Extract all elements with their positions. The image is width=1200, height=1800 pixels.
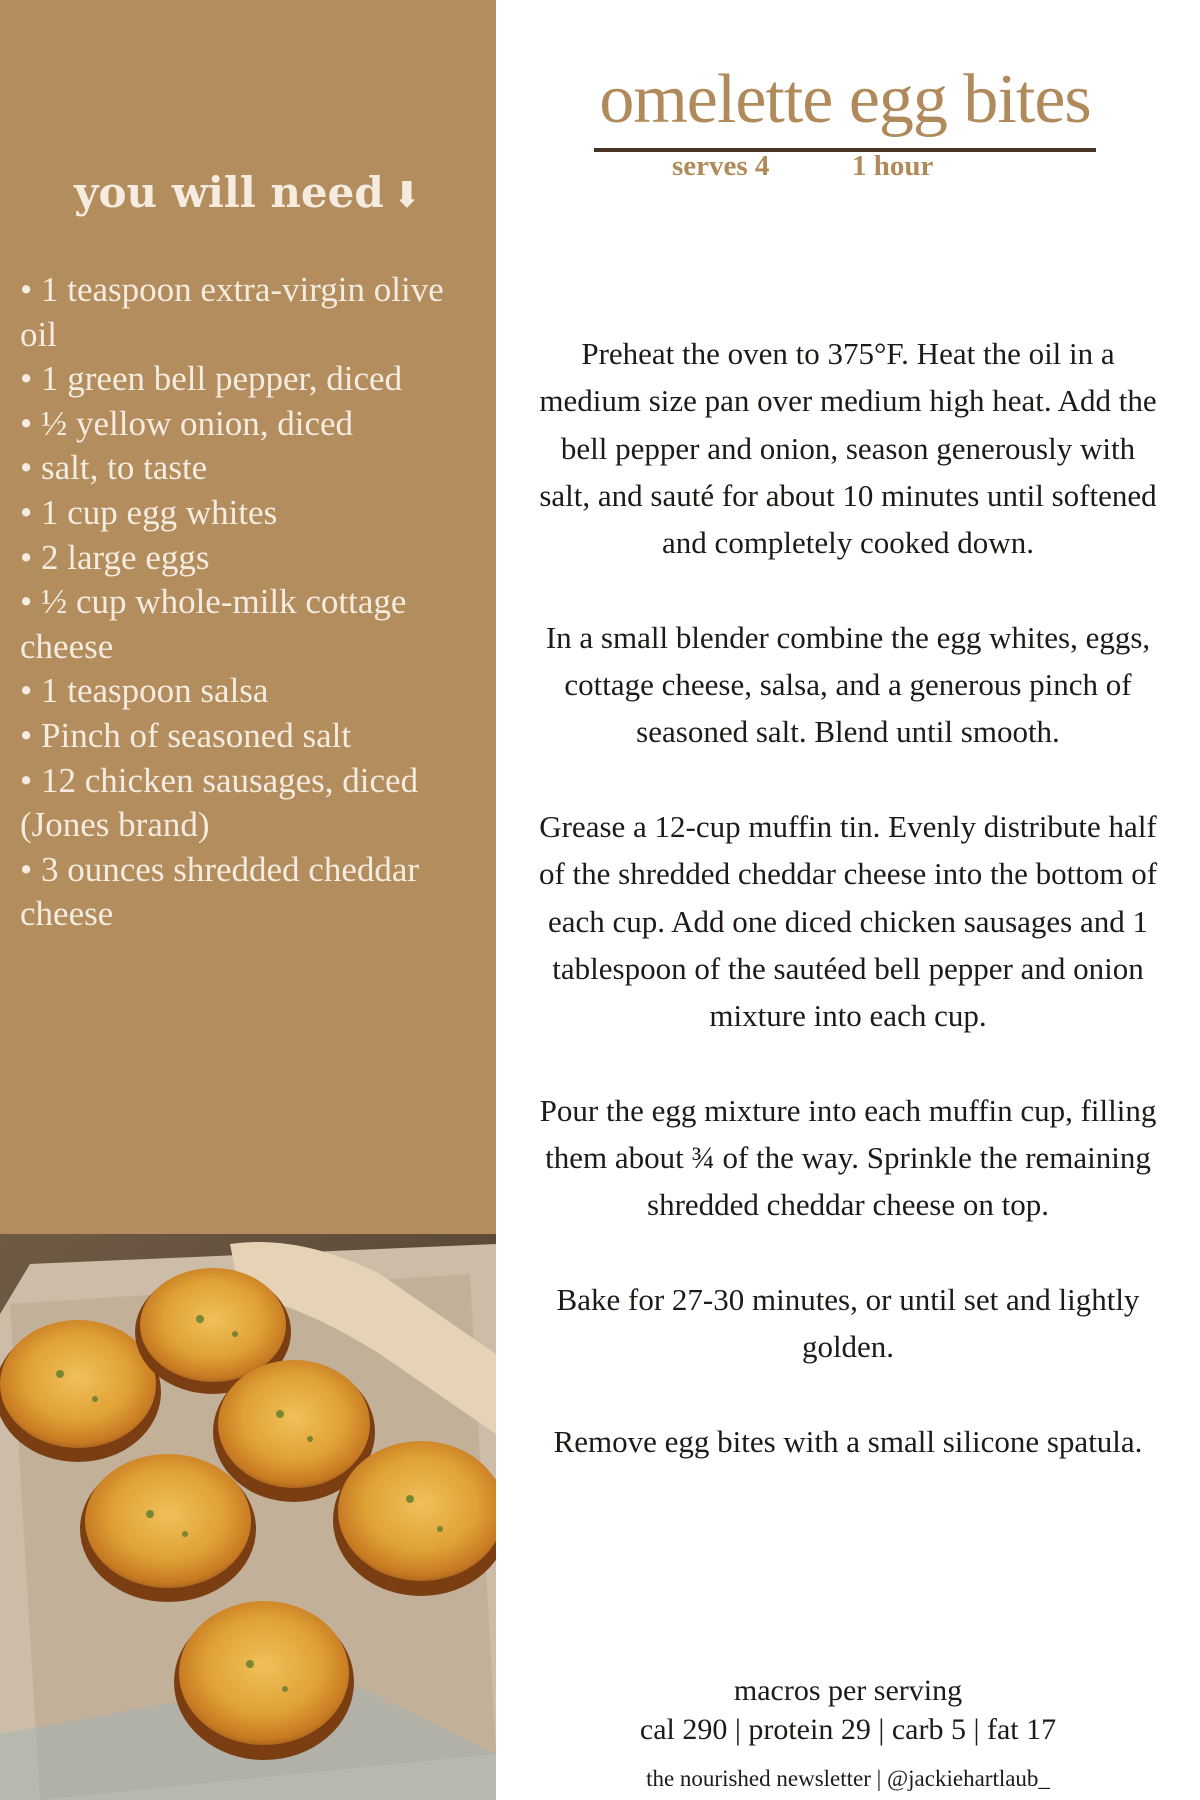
title-divider (594, 148, 1096, 152)
macros-values: cal 290 | protein 29 | carb 5 | fat 17 (639, 1713, 1057, 1746)
ingredient-item: • ½ cup whole-milk cottage cheese (20, 582, 407, 666)
ingredient-item: • Pinch of seasoned salt (20, 715, 352, 755)
footer-credit: the nourished newsletter | @jackiehartlaub_ (646, 1766, 1050, 1791)
ingredient-item: • 2 large eggs (20, 537, 210, 577)
ingredient-item: • 1 teaspoon salsa (20, 671, 269, 711)
ingredient-item: • 3 ounces shredded cheddar cheese (20, 849, 420, 934)
instructions (538, 330, 1158, 1512)
ingredients-heading-label: you will need (74, 168, 384, 217)
ingredients-panel (0, 0, 496, 1234)
instruction-step: Preheat the oven to 375°F. Heat the oil in a medium size pan over medium high heat. Add the bell pepper and onion, season generously with salt, and sauté for about 10 minutes until softened and completely cooked down. (539, 336, 1157, 561)
ingredient-item: • ½ yellow onion, diced (20, 403, 354, 443)
ingredients-heading (0, 168, 496, 217)
ingredient-item: • 1 cup egg whites (20, 492, 278, 532)
instruction-step: Pour the egg mixture into each muffin cup, filling them about ¾ of the way. Sprinkle the remaining shredded cheddar cheese on top. (539, 1092, 1157, 1223)
ingredient-item: • 1 green bell pepper, diced (20, 359, 403, 399)
instruction-step: Remove egg bites with a small silicone spatula. (553, 1423, 1143, 1459)
macros-title: macros per serving (733, 1674, 963, 1707)
ingredient-item: • salt, to taste (20, 448, 208, 488)
cook-time-label: 1 hour (852, 150, 934, 182)
ingredient-item: • 12 chicken sausages, diced (Jones brand) (20, 760, 419, 845)
down-arrow-icon: ⬇ (391, 174, 422, 216)
instruction-step: Grease a 12-cup muffin tin. Evenly distribute half of the shredded cheddar cheese into the bottom of each cup. Add one diced chicken sausages and 1 tablespoon of the sautéed bell pepper and onion mixture into each cup. (538, 808, 1158, 1034)
recipe-title: omelette egg bites (599, 61, 1091, 138)
ingredient-list (20, 268, 480, 937)
servings-label: serves 4 (672, 150, 770, 182)
ingredient-item: • 1 teaspoon extra-virgin olive oil (20, 270, 444, 354)
instruction-step: In a small blender combine the egg whites, eggs, cottage cheese, salsa, and a generous pinch of seasoned salt. Blend until smooth. (545, 619, 1151, 750)
egg-bites-photo (0, 1234, 496, 1800)
instruction-step: Bake for 27-30 minutes, or until set and lightly golden. (556, 1281, 1140, 1365)
